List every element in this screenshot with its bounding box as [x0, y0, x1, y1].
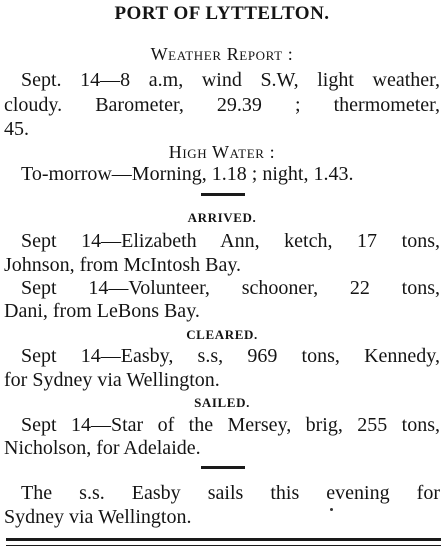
- cleared-entry-1-line-2: for Sydney via Wellington.: [4, 369, 220, 391]
- arrived-entry-1-line-2: Johnson, from McIntosh Bay.: [4, 254, 242, 276]
- print-speck: [330, 508, 333, 511]
- weather-report-line-1: Sept. 14—8 a.m, wind S.W, light weather,: [21, 69, 440, 91]
- arrived-entry-2-line-2: Dani, from LeBons Bay.: [4, 300, 200, 322]
- page-title: PORT OF LYTTELTON.: [114, 3, 330, 24]
- high-water-line: To-morrow—Morning, 1.18 ; night, 1.43.: [21, 163, 354, 185]
- weather-report-heading: Weather Report :: [150, 44, 294, 64]
- notice-line-1: The s.s. Easby sails this evening for: [21, 482, 440, 504]
- cleared-entry-1-line-1: Sept 14—Easby, s.s, 969 tons, Kennedy,: [21, 345, 440, 367]
- section-divider: [201, 466, 245, 469]
- notice-line-2: Sydney via Wellington.: [4, 506, 192, 528]
- section-divider: [201, 193, 245, 196]
- weather-report-line-3: 45.: [4, 118, 29, 140]
- arrived-entry-1-line-1: Sept 14—Elizabeth Ann, ketch, 17 tons,: [21, 230, 440, 252]
- sailed-heading: SAILED.: [194, 395, 250, 410]
- sailed-entry-1-line-1: Sept 14—Star of the Mersey, brig, 255 tons,: [21, 414, 440, 436]
- cleared-heading: CLEARED.: [186, 327, 258, 342]
- arrived-entry-2-line-1: Sept 14—Volunteer, schooner, 22 tons,: [21, 277, 440, 299]
- closing-rule-thin: [6, 545, 441, 546]
- weather-report-line-2: cloudy. Barometer, 29.39 ; thermometer,: [4, 94, 440, 116]
- high-water-heading: High Water :: [168, 142, 276, 162]
- arrived-heading: ARRIVED.: [187, 210, 257, 225]
- sailed-entry-1-line-2: Nicholson, for Adelaide.: [4, 437, 201, 459]
- closing-rule-thick: [6, 538, 441, 541]
